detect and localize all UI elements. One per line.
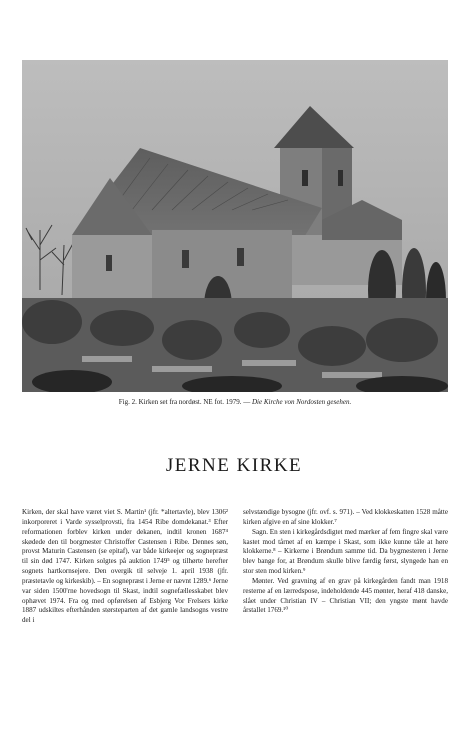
paragraph-legend: Sagn. En sten i kirkegårdsdigtet med mærker af fem fingre skal være kastet mod tårnet af en kæmpe i Skast, som ikke kunne tåle at høre klokkerne.⁸ – Kirkerne i Brøndum samme tid. Da bygmesteren i Jerne blev bange for, at Brøndum skulle blive færdig først, slyngede han en stor sten mod kirken.⁹ [243, 527, 448, 576]
text-column-right [243, 508, 448, 616]
church-photo-image [22, 60, 448, 392]
paragraph-history: Kirken, der skal have været viet S. Martin¹ (jfr. *altertavle), blev 1306² inkorporeret i Varde sysselprovsti, fra 1454 Ribe domdekanat.³ Efter reformationen forblev kirken under dekanen, indtil kronen 1687⁴ skødede den til borgmester Christoffer Castensen i Ribe. Dennes søn, provst Maturin Castensen (se epitaf), var både kirkeejer og sognepræst til sin død 1747. Kirken solgtes på auktion 1749⁵ og tilhørte herefter sognets hartkornsejere. Den overgik til selveje 1. april 1938 (jfr. præstetavle og kirkeskib). – En sognepræst i Jerne er nævnt 1289.⁶ Jerne var siden 1500'rne hovedsogn til Skast, indtil sognefællesskabet blev ophævet 1974. Fra og med opførelsen af Esbjerg Vor Frelsers kirke 1887 udskiltes efterhånden størsteparten af det gamle landsogns vestre del i [22, 508, 228, 625]
paragraph-continuation: selvstændige bysogne (jfr. ovf. s. 971). – Ved klokkeskatten 1528 måtte kirken afgive en af sine klokker.⁷ [243, 508, 448, 526]
page-title: JERNE KIRKE [165, 455, 303, 476]
figure-caption [22, 398, 448, 407]
caption-danish: Fig. 2. Kirken set fra nordøst. NE fot. 1979. — [118, 398, 251, 406]
paragraph-coins: Mønter. Ved gravning af en grav på kirkegården fandt man 1918 resterne af en lærredspose, indeholdende 445 mønter, heraf 418 danske, slået under Christian IV – Christian VII; den yngste mønt havde årstallet 1769.¹⁰ [243, 576, 448, 615]
text-column-left [22, 508, 228, 626]
church-photograph [22, 60, 448, 392]
caption-german: Die Kirche von Nordosten gesehen. [251, 398, 352, 406]
